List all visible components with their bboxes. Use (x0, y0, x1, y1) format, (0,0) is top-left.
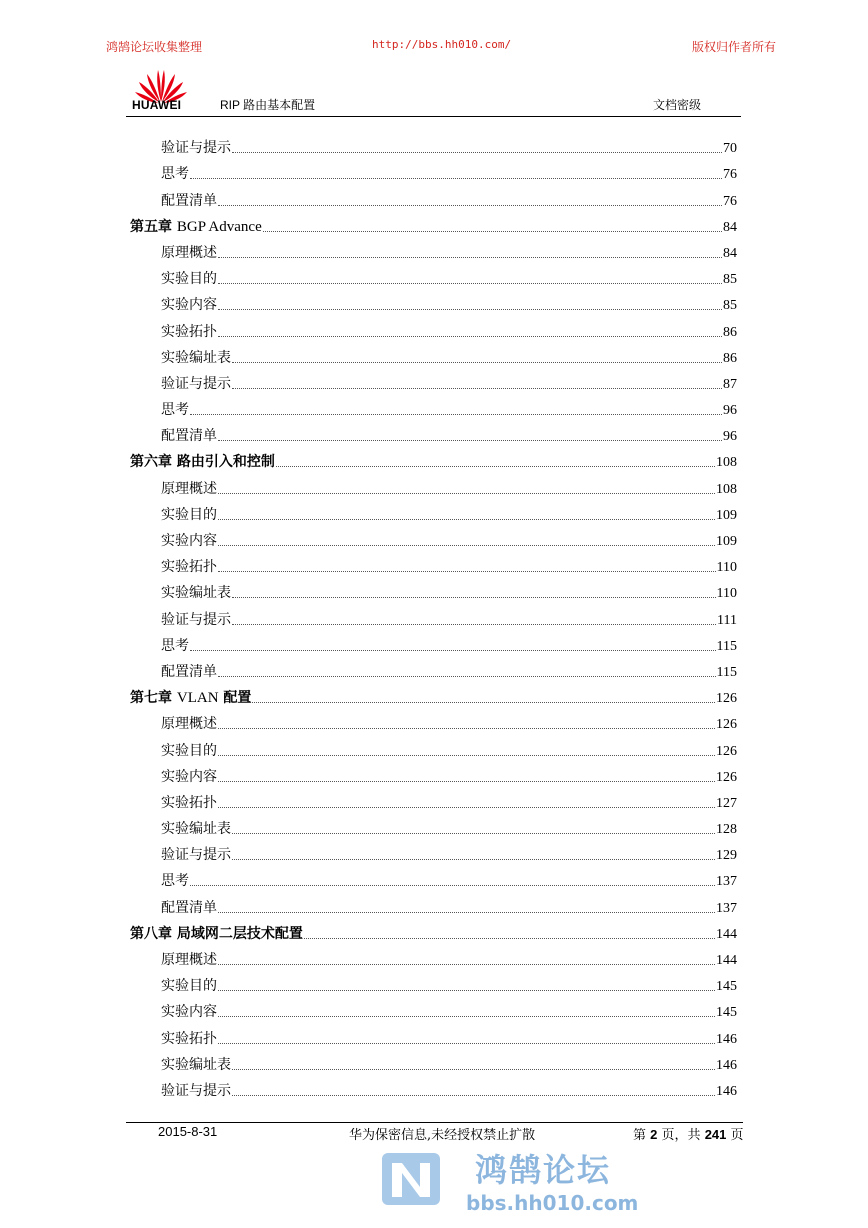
toc-entry-row[interactable] (130, 419, 737, 445)
toc-entry-title: 验证与提示 (161, 140, 231, 157)
table-of-contents (130, 131, 737, 1100)
footer-page-number: 第 2 页，共 241 页 (633, 1127, 744, 1143)
watermark (380, 1145, 640, 1217)
toc-entry-row[interactable] (130, 262, 737, 288)
toc-leader-dots (218, 440, 722, 441)
toc-entry-title: 思考 (161, 873, 189, 890)
toc-leader-dots (218, 309, 722, 310)
toc-chapter-row[interactable] (130, 210, 737, 236)
toc-leader-dots (276, 466, 715, 467)
toc-entry-title: 原理概述 (161, 716, 217, 733)
toc-entry-row[interactable] (130, 655, 737, 681)
toc-entry-title: 验证与提示 (161, 375, 231, 392)
toc-entry-row[interactable] (130, 288, 737, 314)
toc-entry-row[interactable] (130, 786, 737, 812)
toc-entry-title: 验证与提示 (161, 611, 231, 628)
toc-page-number: 87 (723, 376, 737, 392)
toc-page-number: 137 (716, 874, 737, 890)
toc-entry-title: 配置清单 (161, 192, 217, 209)
toc-page-number: 84 (723, 219, 737, 235)
toc-entry-title: 实验目的 (161, 742, 217, 759)
toc-leader-dots (218, 964, 715, 965)
toc-page-number: 126 (716, 717, 737, 733)
toc-entry-title: 实验目的 (161, 506, 217, 523)
toc-page-number: 109 (716, 507, 737, 523)
footer-date: 2015-8-31 (158, 1124, 218, 1139)
toc-entry-row[interactable] (130, 838, 737, 864)
toc-page-number: 126 (716, 691, 737, 707)
toc-page-number: 129 (716, 848, 737, 864)
toc-leader-dots (232, 833, 715, 834)
toc-entry-row[interactable] (130, 1021, 737, 1047)
toc-leader-dots (232, 624, 716, 625)
toc-leader-dots (252, 702, 715, 703)
toc-page-number: 76 (723, 167, 737, 183)
toc-entry-row[interactable] (130, 864, 737, 890)
top-bar (0, 38, 868, 56)
watermark-brand: 鸿鹄论坛 (475, 1151, 612, 1189)
toc-entry-title: 原理概述 (161, 244, 217, 261)
toc-entry-title: 配置清单 (161, 663, 217, 680)
toc-leader-dots (190, 178, 722, 179)
toc-entry-title: 实验目的 (161, 978, 217, 995)
toc-leader-dots (218, 493, 715, 494)
toc-entry-title: 原理概述 (161, 952, 217, 968)
toc-entry-row[interactable] (130, 890, 737, 916)
toc-page-number: 146 (716, 1083, 737, 1099)
toc-entry-row[interactable] (130, 131, 737, 157)
toc-page-number: 110 (716, 560, 737, 576)
toc-entry-title: 验证与提示 (161, 1082, 231, 1099)
toc-page-number: 126 (716, 743, 737, 759)
toc-leader-dots (218, 676, 716, 677)
toc-page-number: 146 (716, 1031, 737, 1047)
toc-leader-dots (218, 781, 715, 782)
toc-leader-dots (218, 257, 722, 258)
toc-page-number: 108 (716, 481, 737, 497)
toc-entry-title: 实验内容 (161, 1004, 217, 1021)
toc-page-number: 137 (716, 900, 737, 916)
footer-divider (126, 1122, 743, 1123)
toc-entry-title: 实验编址表 (161, 821, 231, 838)
toc-entry-title: 实验拓扑 (161, 794, 217, 811)
toc-leader-dots (232, 362, 722, 363)
toc-page-number: 76 (723, 193, 737, 209)
toc-page-number: 146 (716, 1057, 737, 1073)
toc-leader-dots (218, 205, 722, 206)
toc-entry-row[interactable] (130, 1074, 737, 1100)
toc-entry-title: 实验内容 (161, 533, 217, 549)
toc-leader-dots (232, 1095, 715, 1096)
toc-leader-dots (232, 1069, 715, 1070)
toc-page-number: 70 (723, 141, 737, 157)
toc-leader-dots (190, 885, 715, 886)
toc-page-number: 109 (716, 534, 737, 549)
toc-leader-dots (232, 388, 722, 389)
watermark-logo-icon (380, 1147, 442, 1209)
toc-leader-dots (218, 990, 715, 991)
toc-entry-title: 实验编址表 (161, 349, 231, 366)
toc-leader-dots (218, 571, 716, 572)
toc-entry-title: 第五章 BGP Advance (130, 218, 262, 235)
toc-entry-title: 实验编址表 (161, 585, 231, 602)
toc-entry-row[interactable] (130, 524, 737, 550)
toc-page-number: 108 (716, 455, 737, 471)
toc-leader-dots (232, 152, 722, 153)
toc-entry-title: 思考 (161, 637, 189, 654)
toc-chapter-row[interactable] (130, 917, 737, 943)
toc-entry-row[interactable] (130, 393, 737, 419)
toc-leader-dots (218, 1016, 715, 1017)
toc-entry-row[interactable] (130, 236, 737, 262)
toc-entry-title: 原理概述 (161, 480, 217, 497)
toc-entry-row[interactable] (130, 1048, 737, 1074)
toc-entry-row[interactable] (130, 157, 737, 183)
toc-entry-title: 配置清单 (161, 428, 217, 445)
toc-entry-row[interactable] (130, 550, 737, 576)
toc-page-number: 115 (716, 664, 737, 680)
footer-notice: 华为保密信息,未经授权禁止扩散 (349, 1128, 536, 1143)
toc-entry-row[interactable] (130, 183, 737, 209)
toc-entry-title: 实验拓扑 (161, 559, 217, 576)
toc-entry-row[interactable] (130, 314, 737, 340)
toc-page-number: 96 (723, 403, 737, 419)
toc-entry-row[interactable] (130, 995, 737, 1021)
toc-entry-title: 思考 (161, 402, 189, 419)
top-bar-url[interactable]: http://bbs.hh010.com/ (372, 38, 512, 51)
watermark-url: bbs.hh010.com (466, 1191, 639, 1215)
toc-page-number: 128 (716, 822, 737, 838)
toc-leader-dots (190, 414, 722, 415)
toc-entry-title: 实验编址表 (161, 1056, 231, 1073)
toc-chapter-row[interactable] (130, 445, 737, 471)
toc-entry-title: 实验目的 (161, 271, 217, 288)
toc-page-number: 86 (723, 350, 737, 366)
toc-leader-dots (232, 859, 715, 860)
toc-leader-dots (218, 755, 715, 756)
toc-entry-row[interactable] (130, 969, 737, 995)
toc-page-number: 85 (723, 298, 737, 314)
doc-title: RIP 路由基本配置 (220, 98, 316, 112)
top-bar-left: 鸿鹄论坛收集整理 (106, 40, 203, 54)
toc-leader-dots (218, 519, 715, 520)
top-bar-right: 版权归作者所有 (691, 40, 776, 54)
toc-leader-dots (263, 231, 722, 232)
page-header (126, 60, 741, 117)
toc-entry-row[interactable] (130, 367, 737, 393)
toc-entry-row[interactable] (130, 341, 737, 367)
toc-entry-row[interactable] (130, 707, 737, 733)
toc-leader-dots (190, 650, 716, 651)
toc-entry-title: 配置清单 (161, 899, 217, 916)
toc-leader-dots (218, 283, 722, 284)
toc-entry-row[interactable] (130, 602, 737, 628)
doc-level: 文档密级 (652, 98, 701, 112)
logo-text: HUAWEI (132, 98, 182, 112)
toc-page-number: 127 (716, 795, 737, 811)
toc-page-number: 144 (716, 953, 737, 968)
toc-leader-dots (218, 728, 715, 729)
toc-leader-dots (218, 912, 715, 913)
toc-page-number: 111 (717, 612, 737, 628)
toc-leader-dots (218, 1043, 715, 1044)
toc-page-number: 145 (716, 1005, 737, 1021)
toc-entry-title: 思考 (161, 166, 189, 183)
toc-entry-row[interactable] (130, 733, 737, 759)
toc-page-number: 126 (716, 769, 737, 785)
toc-chapter-row[interactable] (130, 681, 737, 707)
toc-entry-row[interactable] (130, 629, 737, 655)
toc-entry-row[interactable] (130, 498, 737, 524)
toc-entry-title: 实验内容 (161, 768, 217, 785)
toc-page-number: 115 (716, 638, 737, 654)
toc-page-number: 145 (716, 979, 737, 995)
toc-leader-dots (304, 938, 715, 939)
toc-entry-row[interactable] (130, 576, 737, 602)
toc-entry-title: 实验拓扑 (161, 323, 217, 340)
toc-page-number: 144 (716, 926, 737, 942)
toc-page-number: 86 (723, 324, 737, 340)
toc-leader-dots (218, 545, 715, 546)
toc-entry-title: 第六章 路由引入和控制 (130, 454, 275, 471)
toc-page-number: 110 (716, 586, 737, 602)
toc-leader-dots (232, 597, 716, 598)
toc-entry-title: 实验拓扑 (161, 1030, 217, 1047)
toc-page-number: 96 (723, 429, 737, 445)
toc-entry-row[interactable] (130, 760, 737, 786)
toc-entry-row[interactable] (130, 812, 737, 838)
toc-entry-row[interactable] (130, 943, 737, 969)
toc-entry-title: 实验内容 (161, 297, 217, 314)
toc-leader-dots (218, 336, 722, 337)
toc-leader-dots (218, 807, 715, 808)
toc-entry-row[interactable] (130, 471, 737, 497)
toc-entry-title: 第八章 局域网二层技术配置 (130, 925, 303, 942)
toc-page-number: 84 (723, 245, 737, 261)
toc-entry-title: 验证与提示 (161, 847, 231, 864)
toc-entry-title: 第七章 VLAN 配置 (130, 690, 252, 707)
toc-page-number: 85 (723, 272, 737, 288)
